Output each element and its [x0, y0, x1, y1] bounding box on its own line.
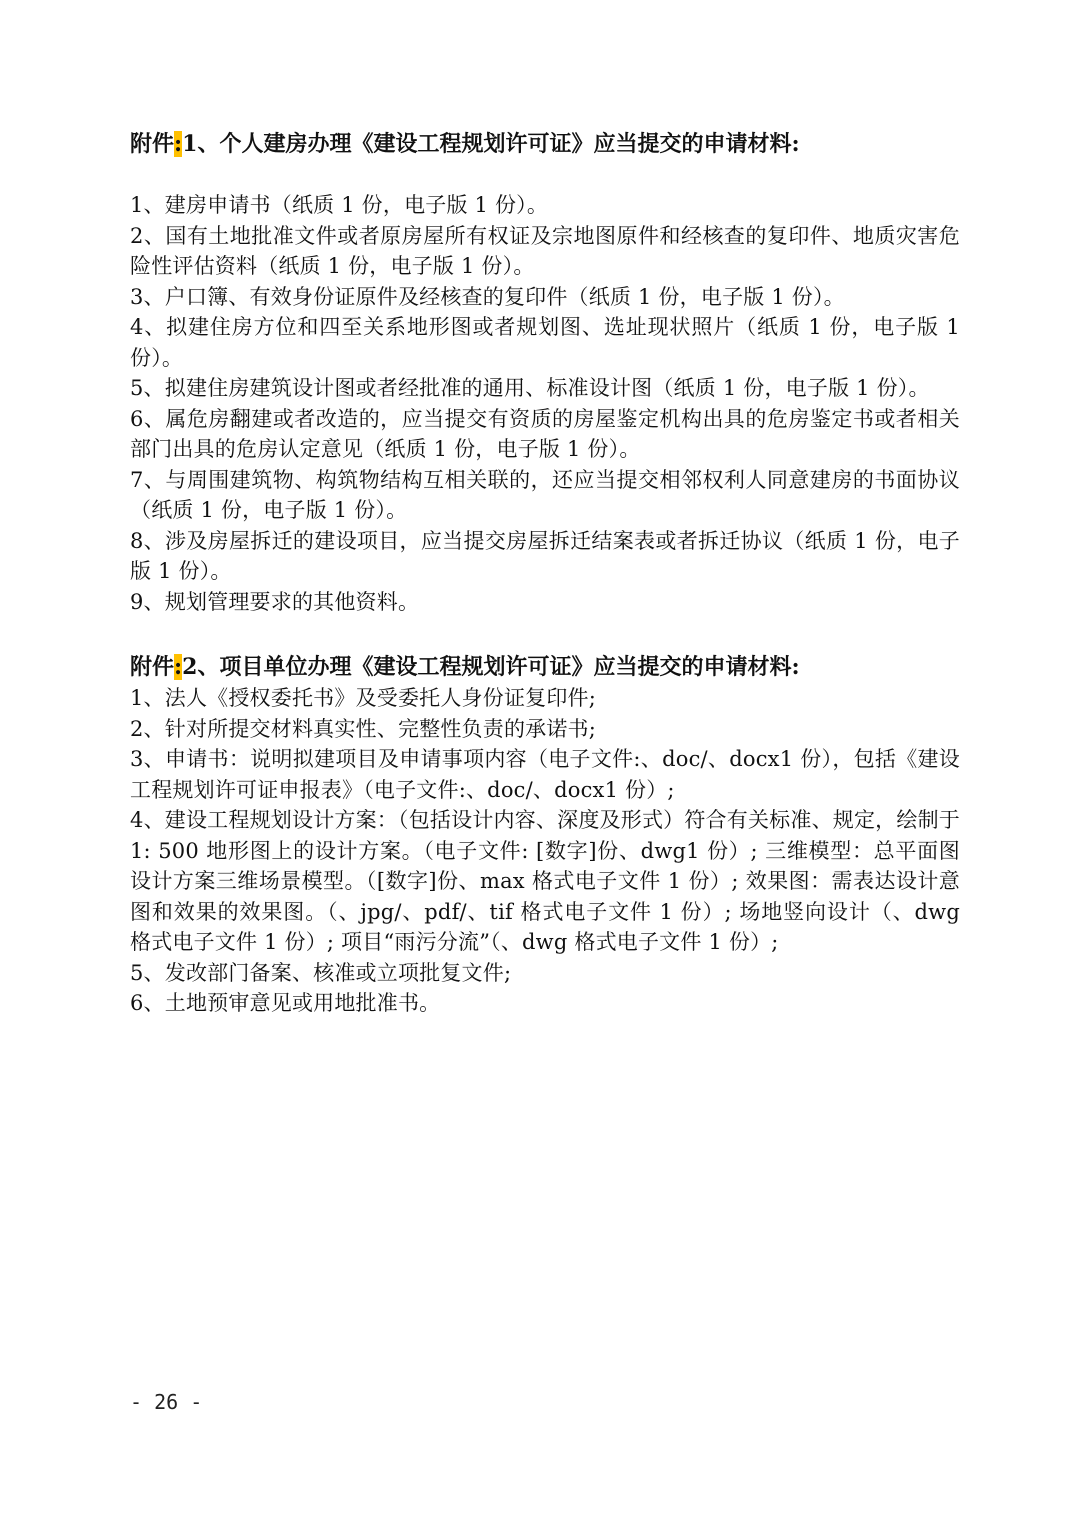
list-item: 8、涉及房屋拆迁的建设项目，应当提交房屋拆迁结案表或者拆迁协议（纸质 1 份，电子版 1 份）。 — [130, 528, 960, 583]
section2-heading — [130, 651, 960, 683]
list-item: 5、发改部门备案、核准或立项批复文件; — [130, 960, 512, 985]
list-item: 3、申请书：说明拟建项目及申请事项内容（电子文件:、doc/、docx1 份），包括《建设工程规划许可证申报表》（电子文件:、doc/、docx1 份）; — [130, 747, 960, 802]
section1-heading-prefix: 附件 — [130, 131, 175, 157]
list-item: 4、建设工程规划设计方案：（包括设计内容、深度及形式）符合有关标准、规定，绘制于 1: 500 地形图上的设计方案。（电子文件: [数字]份、dwg1 份）; 三维模型：总平面图设计方案三维场景模型。（[数字]份、max 格式电子文件 1 份）; 效果图：需表达设计意图和效果的效果图。（、jpg/、pdf/、tif 格式电子文件 1 份）; 场地竖向设计（、dwg 格式电子文件 1 份）; 项目“雨污分流”（、dwg 格式电子文件 1 份）; — [130, 808, 960, 954]
list-item: 4、拟建住房方位和四至关系地形图或者规划图、选址现状照片（纸质 1 份，电子版 1 份）。 — [130, 315, 960, 370]
list-item: 6、土地预审意见或用地批准书。 — [130, 991, 441, 1015]
list-item: 7、与周围建筑物、构筑物结构互相关联的，还应当提交相邻权利人同意建房的书面协议（纸质 1 份，电子版 1 份）。 — [130, 467, 960, 522]
list-item: 9、规划管理要求的其他资料。 — [130, 589, 420, 614]
list-item: 3、户口簿、有效身份证原件及经核查的复印件（纸质 1 份，电子版 1 份）。 — [130, 284, 845, 309]
list-item: 2、针对所提交材料真实性、完整性负责的承诺书; — [130, 716, 597, 741]
list-item: 2、国有土地批准文件或者原房屋所有权证及宗地图原件和经核查的复印件、地质灾害危险性评估资料（纸质 1 份，电子版 1 份）。 — [130, 223, 960, 278]
document-body — [130, 128, 960, 1019]
page-number: - 26 - — [130, 1390, 203, 1414]
list-item: 1、法人《授权委托书》及受委托人身份证复印件; — [130, 686, 597, 710]
section2-materials-list — [130, 683, 960, 1019]
section1-heading — [130, 128, 960, 160]
section1-heading-text: 1、个人建房办理《建设工程规划许可证》应当提交的申请材料: — [182, 131, 800, 157]
section2-heading-text: 2、项目单位办理《建设工程规划许可证》应当提交的申请材料: — [182, 654, 800, 680]
section1-materials-list — [130, 190, 960, 617]
section2-heading-prefix: 附件 — [130, 654, 175, 680]
section1-highlight-colon: : — [174, 131, 183, 157]
list-item: 1、建房申请书（纸质 1 份，电子版 1 份）。 — [130, 193, 549, 217]
list-item: 5、拟建住房建筑设计图或者经批准的通用、标准设计图（纸质 1 份，电子版 1 份）。 — [130, 376, 930, 400]
section2-highlight-colon: : — [174, 654, 183, 680]
list-item: 6、属危房翻建或者改造的，应当提交有资质的房屋鉴定机构出具的危房鉴定书或者相关部门出具的危房认定意见（纸质 1 份，电子版 1 份）。 — [130, 406, 960, 461]
